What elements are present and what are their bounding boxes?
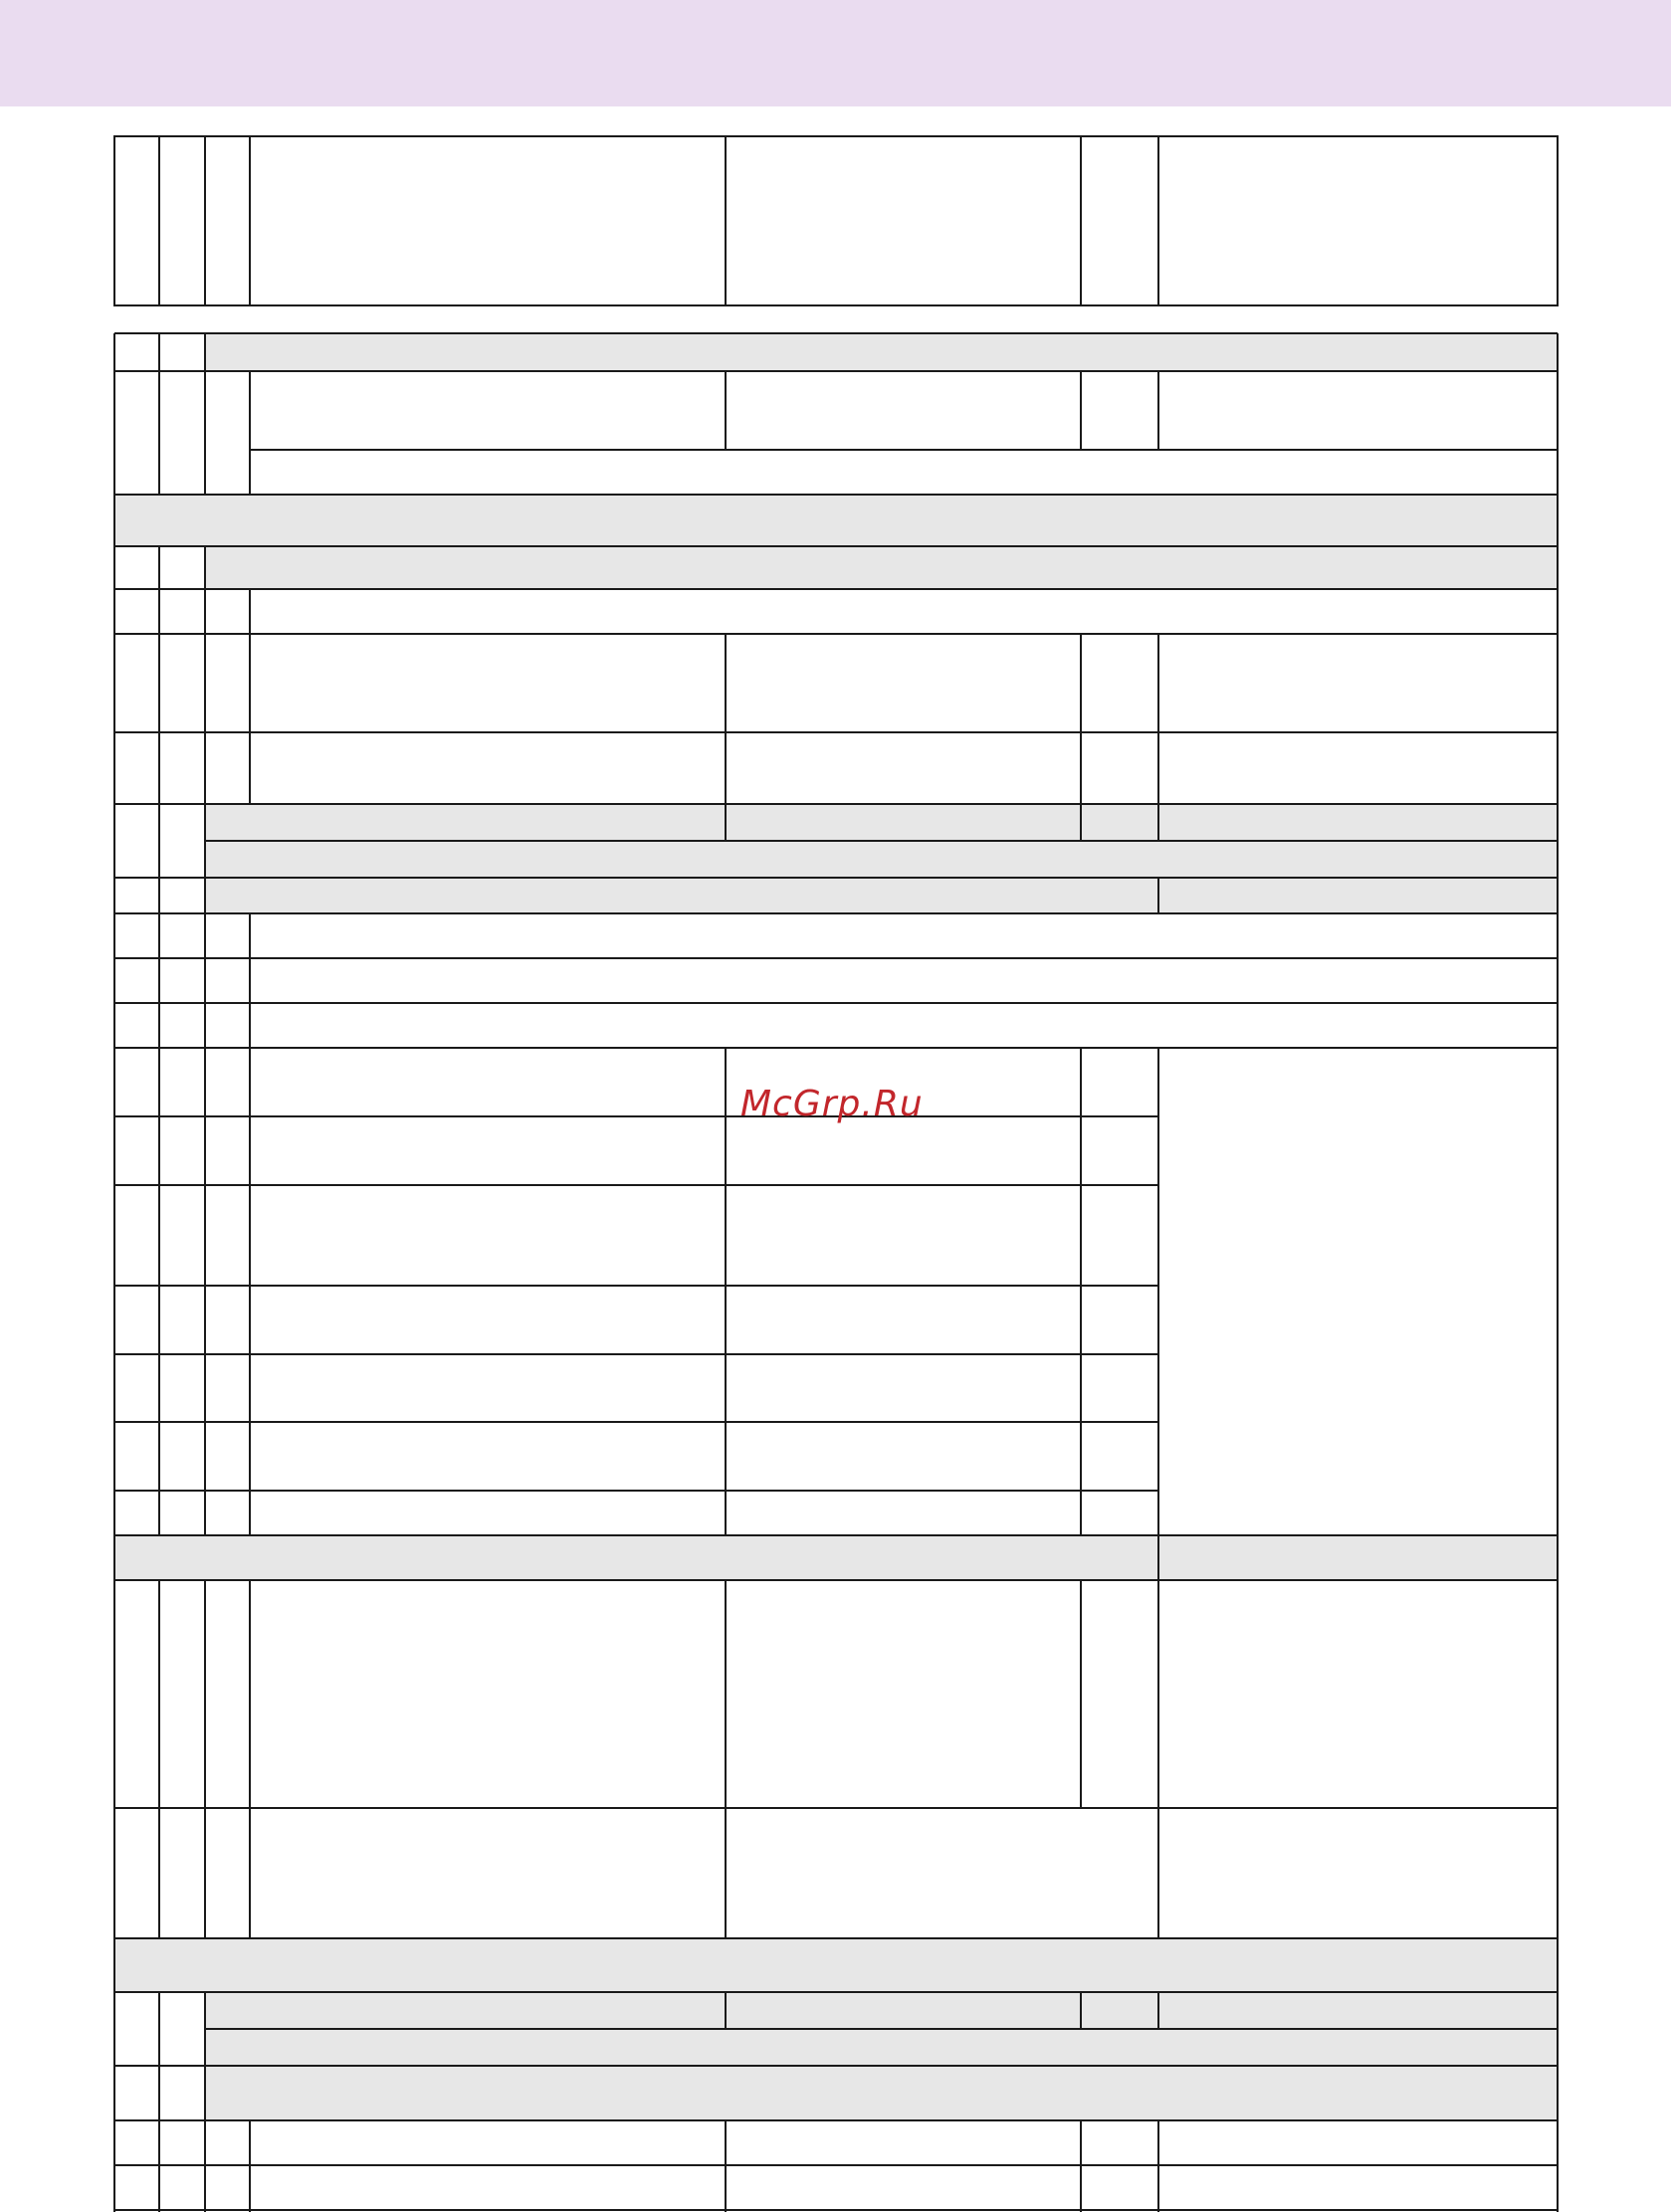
- section-number-cell: [114, 1535, 159, 1580]
- section-heading-row: [159, 495, 1558, 546]
- subsection-heading-row: [205, 546, 1558, 589]
- column-header-row: [205, 1992, 1558, 2029]
- subsection-heading-row: [205, 2029, 1558, 2066]
- section-number-cell: [114, 1938, 159, 1992]
- subsection-heading-row: [205, 841, 1558, 878]
- column-header-row: [205, 804, 1558, 841]
- section-heading-row: [159, 1938, 1558, 1992]
- subsection-heading-row: [205, 878, 1558, 913]
- subsection-heading-row: [205, 2066, 1558, 2120]
- watermark-text: McGrp.Ru: [740, 1084, 924, 1124]
- section-heading-row: [205, 333, 1558, 371]
- section-heading-row: [159, 1535, 1558, 1580]
- section-number-cell: [114, 495, 159, 546]
- top-block-frame: [114, 136, 1558, 305]
